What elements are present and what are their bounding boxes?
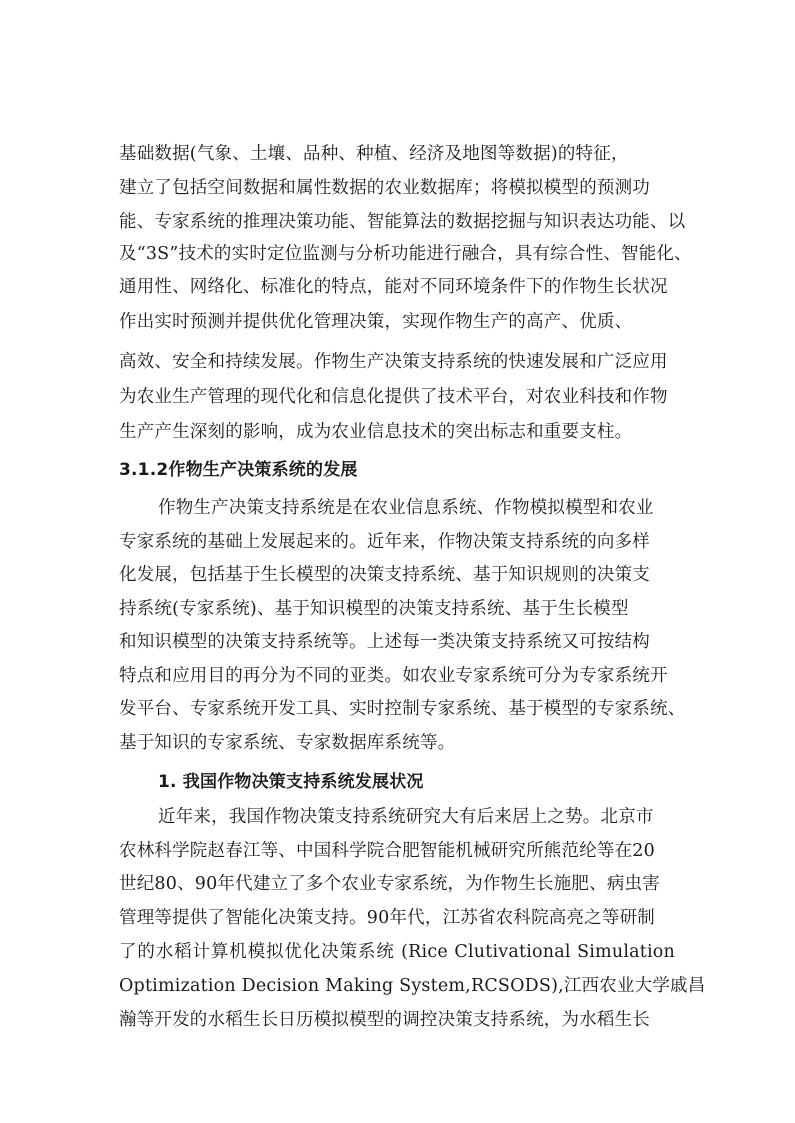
paragraph1-line-8: 为农业生产管理的现代化和信息化提供了技术平台，对农业科技和作物 <box>119 387 668 407</box>
subsection-heading: 1. 我国作物决策支持系统发展状况 <box>158 772 424 792</box>
paragraph3-line-7: 瀚等开发的水稻生长日历模拟模型的调控决策支持系统，为水稻生长 <box>119 1010 650 1030</box>
paragraph3-line-6: Optimization Decision Making System,RCSODS),江西农业大学戚昌 <box>119 976 706 996</box>
paragraph1-line-9: 生产产生深刻的影响，成为农业信息技术的突出标志和重要支柱。 <box>119 422 633 442</box>
paragraph2-line-5: 和知识模型的决策支持系统等。上述每一类决策支持系统又可按结构 <box>119 632 650 652</box>
section-heading: 3.1.2作物生产决策系统的发展 <box>119 460 358 480</box>
paragraph2-line-4: 持系统(专家系统)、基于知识模型的决策支持系统、基于生长模型 <box>119 599 629 619</box>
paragraph2-line-8: 基于知识的专家系统、专家数据库系统等。 <box>119 733 456 753</box>
paragraph1-line-3: 能、专家系统的推理决策功能、智能算法的数据挖掘与知识表达功能、以 <box>119 212 686 232</box>
paragraph2-line-7: 发平台、专家系统开发工具、实时控制专家系统、基于模型的专家系统、 <box>119 699 686 719</box>
paragraph2-line-3: 化发展，包括基于生长模型的决策支持系统、基于知识规则的决策支 <box>119 565 650 585</box>
paragraph2-line-2: 专家系统的基础上发展起来的。近年来，作物决策支持系统的向多样 <box>119 532 650 552</box>
paragraph2-line-1: 作物生产决策支持系统是在农业信息系统、作物模拟模型和农业 <box>158 498 654 518</box>
paragraph3-line-5: 了的水稻计算机模拟优化决策系统 (Rice Clutivational Simulation <box>119 942 675 962</box>
paragraph3-line-1: 近年来，我国作物决策支持系统研究大有后来居上之势。北京市 <box>158 807 654 827</box>
paragraph1-line-2: 建立了包括空间数据和属性数据的农业数据库；将模拟模型的预测功 <box>119 178 650 198</box>
paragraph2-line-6: 特点和应用目的再分为不同的亚类。如农业专家系统可分为专家系统开 <box>119 666 668 686</box>
paragraph1-line-7: 高效、安全和持续发展。作物生产决策支持系统的快速发展和广泛应用 <box>119 352 668 372</box>
paragraph3-line-2: 农林科学院赵春江等、中国科学院合肥智能机械研究所熊范纶等在20 <box>119 841 655 861</box>
paragraph1-line-4: 及“3S”技术的实时定位监测与分析功能进行融合，具有综合性、智能化、 <box>119 244 692 264</box>
paragraph1-line-1: 基础数据(气象、土壤、品种、种植、经济及地图等数据)的特征， <box>119 144 629 164</box>
paragraph3-line-4: 管理等提供了智能化决策支持。90年代，江苏省农科院高亮之等研制 <box>119 908 655 928</box>
paragraph3-line-3: 世纪80、90年代建立了多个农业专家系统，为作物生长施肥、病虫害 <box>119 874 660 894</box>
paragraph1-line-6: 作出实时预测并提供优化管理决策，实现作物生产的高产、优质、 <box>119 312 633 332</box>
paragraph1-line-5: 通用性、网络化、标准化的特点，能对不同环境条件下的作物生长状况 <box>119 277 668 297</box>
